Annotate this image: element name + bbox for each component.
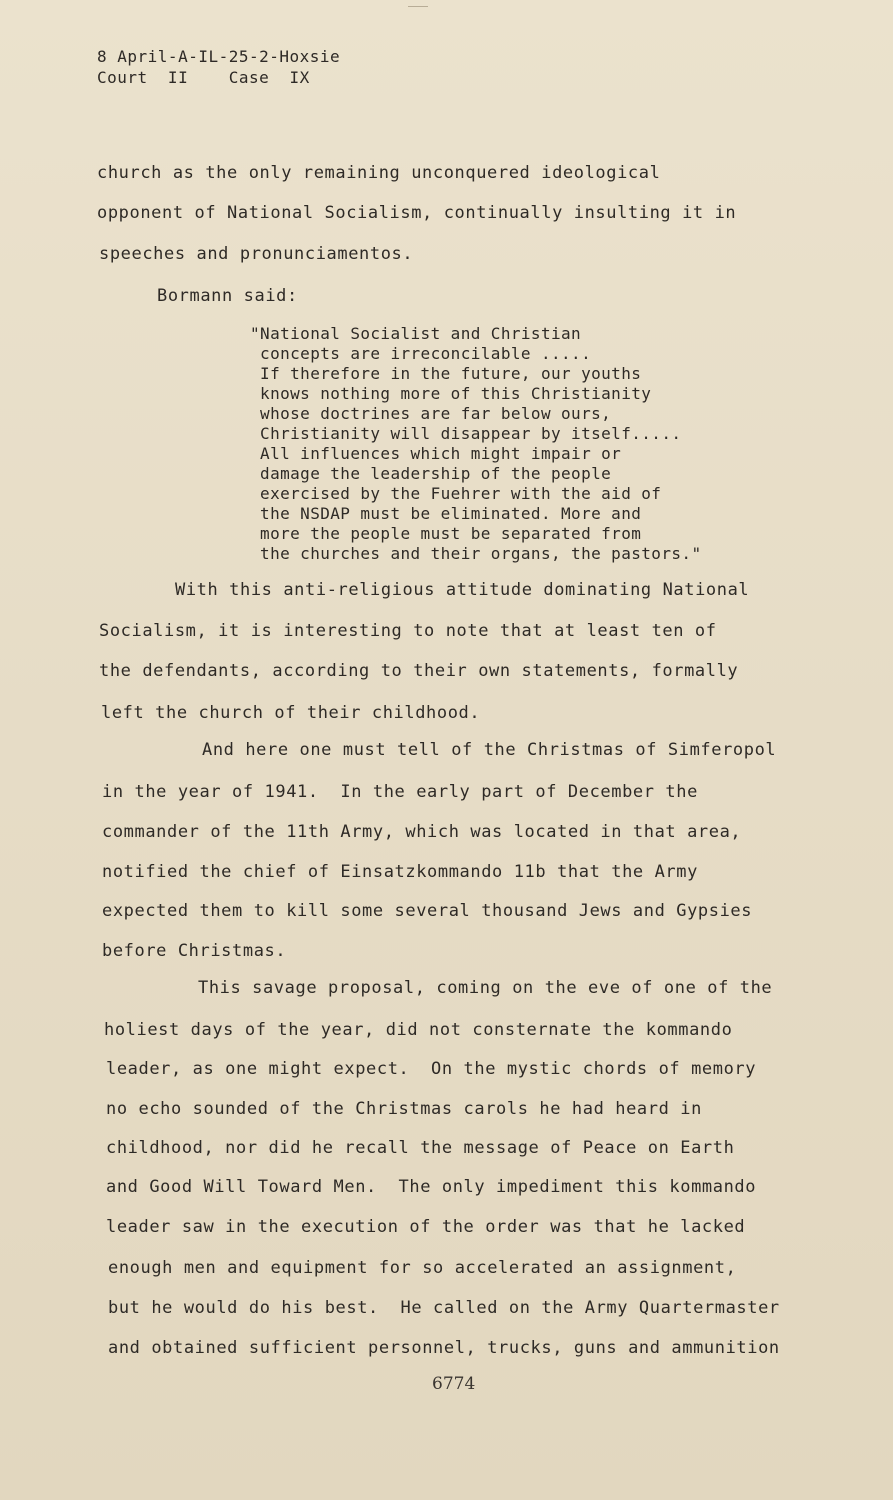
page-number: 6774 (432, 1374, 476, 1394)
text-line: leader, as one might expect. On the mystic chords of memory (106, 1059, 757, 1079)
quote-line: exercised by the Fuehrer with the aid of (250, 484, 662, 503)
text-line: church as the only remaining unconquered ideological (97, 163, 661, 183)
header-line-1: 8 April-A-IL-25-2-Hoxsie (97, 47, 341, 66)
text-line: and obtained sufficient personnel, trucks, guns and ammunition (108, 1338, 780, 1358)
quote-line: whose doctrines are far below ours, (250, 404, 612, 423)
text-line: no echo sounded of the Christmas carols he had heard in (106, 1099, 702, 1119)
text-line: and Good Will Toward Men. The only impediment this kommando (106, 1177, 757, 1197)
text-line: but he would do his best. He called on the Army Quartermaster (108, 1298, 780, 1318)
text-line: left the church of their childhood. (101, 703, 481, 723)
text-line: notified the chief of Einsatzkommando 11b that the Army (102, 862, 698, 882)
text-line: the defendants, according to their own statements, formally (99, 661, 739, 681)
header-line-2: Court II Case IX (97, 68, 310, 87)
quote-line: All influences which might impair or (250, 444, 622, 463)
quote-line: the churches and their organs, the pastors." (250, 544, 702, 563)
quote-line: Christianity will disappear by itself..... (250, 424, 682, 443)
quote-line: damage the leadership of the people (250, 464, 612, 483)
text-line: childhood, nor did he recall the message of Peace on Earth (106, 1138, 735, 1158)
text-line: enough men and equipment for so accelerated an assignment, (108, 1258, 737, 1278)
text-line: leader saw in the execution of the order was that he lacked (106, 1217, 746, 1237)
text-line: before Christmas. (102, 941, 287, 961)
quote-line: the NSDAP must be eliminated. More and (250, 504, 642, 523)
quote-intro: Bormann said: (157, 286, 298, 306)
text-line: holiest days of the year, did not consternate the kommando (104, 1020, 733, 1040)
text-line: in the year of 1941. In the early part of December the (102, 782, 698, 802)
page-header (97, 46, 340, 88)
text-line: And here one must tell of the Christmas of Simferopol (202, 740, 777, 760)
text-line: commander of the 11th Army, which was located in that area, (102, 822, 742, 842)
quote-line: If therefore in the future, our youths (250, 364, 642, 383)
top-edge-mark (408, 0, 428, 7)
text-line: Socialism, it is interesting to note that at least ten of (99, 621, 717, 641)
text-line: opponent of National Socialism, continually insulting it in (97, 203, 737, 223)
text-line: With this anti-religious attitude dominating National (175, 580, 750, 600)
text-line: expected them to kill some several thousand Jews and Gypsies (102, 901, 753, 921)
text-line: This savage proposal, coming on the eve of one of the (198, 978, 773, 998)
text-line: speeches and pronunciamentos. (99, 244, 414, 264)
quote-line: knows nothing more of this Christianity (250, 384, 652, 403)
quote-line: "National Socialist and Christian (250, 324, 582, 343)
quote-line: concepts are irreconcilable ..... (250, 344, 592, 363)
quote-line: more the people must be separated from (250, 524, 642, 543)
